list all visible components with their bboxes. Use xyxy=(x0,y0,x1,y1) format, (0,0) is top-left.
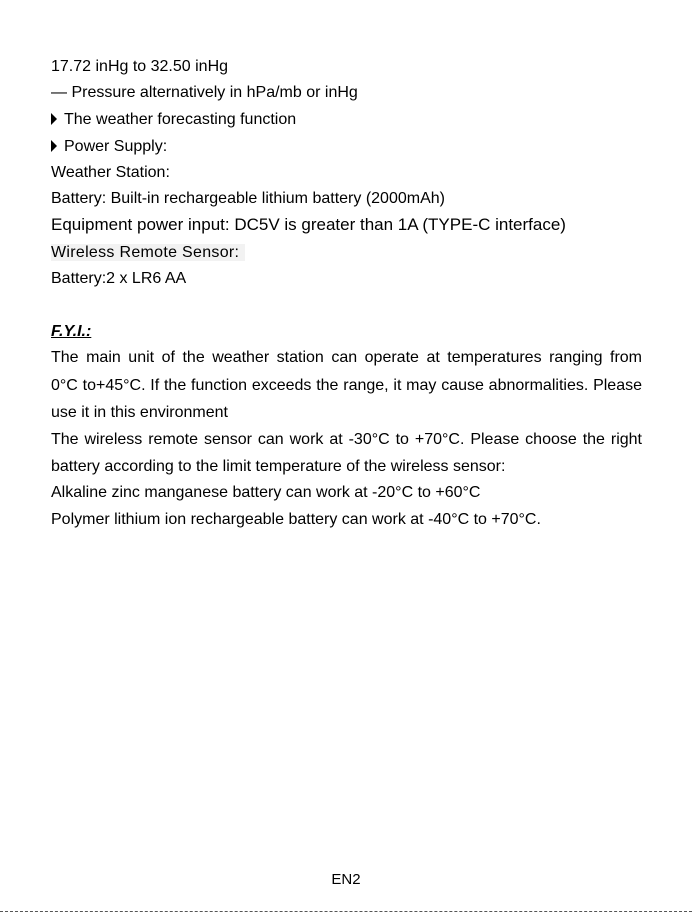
page-number: EN2 xyxy=(331,871,361,888)
fyi-para1-line1: The main unit of the weather station can operate at temperatures ranging from xyxy=(51,349,642,366)
sensor-battery-line: Battery:2 x LR6 AA xyxy=(51,270,187,287)
weather-station-heading: Weather Station: xyxy=(51,164,170,181)
fyi-heading-line xyxy=(51,322,642,342)
fyi-para2-line2: battery according to the limit temperature of the wireless sensor: xyxy=(51,458,506,475)
pressure-units-line: — Pressure alternatively in hPa/mb or inHg xyxy=(51,84,358,101)
triangle-right-icon xyxy=(51,113,57,125)
fyi-para2-line1: The wireless remote sensor can work at -30°C to +70°C. Please choose the right xyxy=(51,431,642,448)
forecast-bullet-label: The weather forecasting function xyxy=(64,111,297,128)
power-bullet-label: Power Supply: xyxy=(64,138,168,155)
fyi-para1-line3: use it in this environment xyxy=(51,404,228,421)
alkaline-battery-line: Alkaline zinc manganese battery can work at -20°C to +60°C xyxy=(51,484,481,501)
sensor-heading-line xyxy=(51,243,642,263)
builtin-battery-line: Battery: Built-in rechargeable lithium battery (2000mAh) xyxy=(51,190,445,207)
triangle-right-icon xyxy=(51,140,57,152)
fyi-para1-line2: 0°C to+45°C. If the function exceeds the range, it may cause abnormalities. Please xyxy=(51,377,642,394)
power-bullet-item xyxy=(51,137,642,157)
page-bottom-divider xyxy=(0,911,692,912)
polymer-battery-line: Polymer lithium ion rechargeable battery can work at -40°C to +70°C. xyxy=(51,511,541,528)
forecast-bullet-item xyxy=(51,110,642,130)
pressure-range-line: 17.72 inHg to 32.50 inHg xyxy=(51,58,229,75)
sensor-heading: Wireless Remote Sensor: xyxy=(51,244,245,261)
equipment-power-line: Equipment power input: DC5V is greater than 1A (TYPE-C interface) xyxy=(51,215,566,234)
fyi-heading: F.Y.I.: xyxy=(51,323,92,340)
